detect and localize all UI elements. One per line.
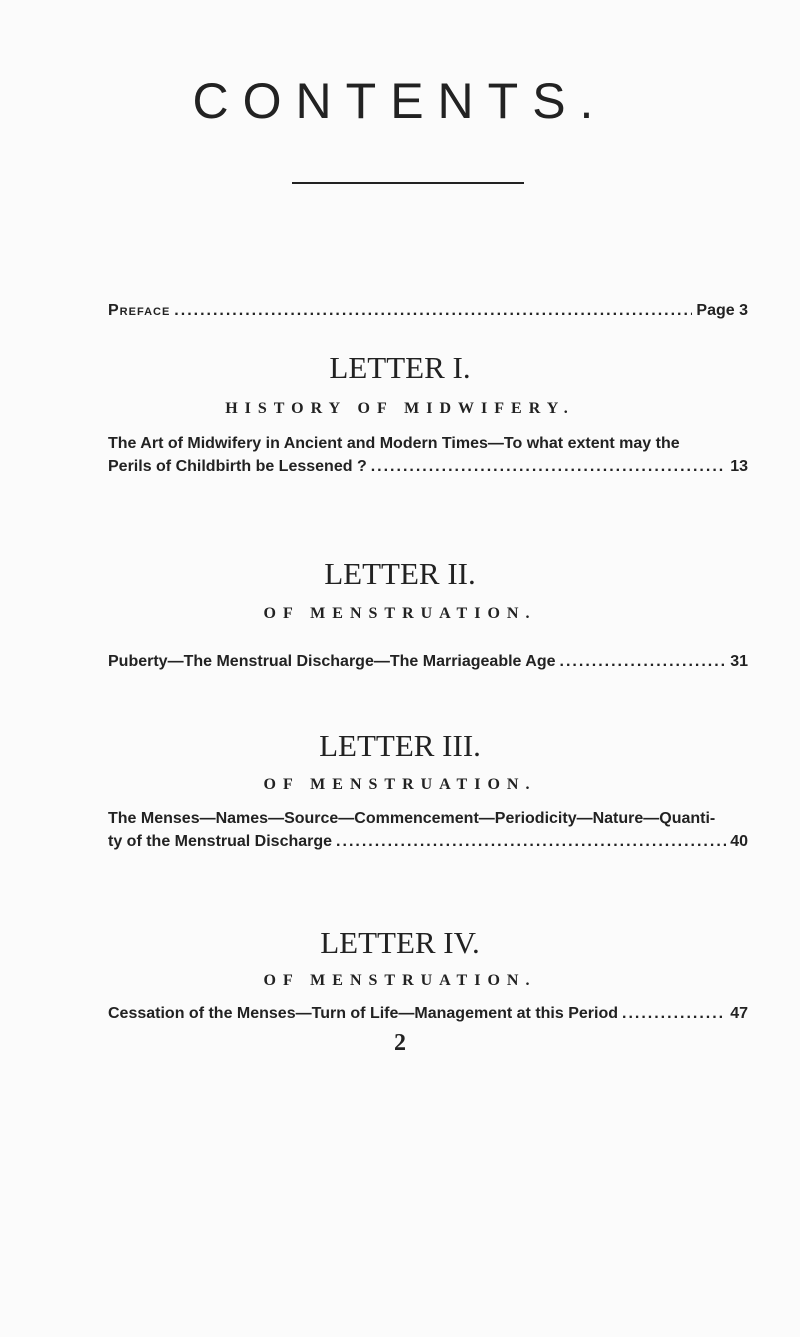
- letter-1-line2: [108, 455, 748, 478]
- dot-leader: [560, 653, 727, 671]
- letter-3-entry: [108, 807, 748, 853]
- letter-4-page: 47: [730, 1005, 748, 1022]
- letter-3-text-line2: ty of the Menstrual Discharge: [108, 833, 333, 850]
- preface-page: Page 3: [696, 302, 748, 319]
- letter-3-page: 40: [730, 833, 748, 850]
- letter-1-subheading: HISTORY OF MIDWIFERY.: [225, 400, 575, 417]
- preface-entry: [108, 302, 748, 320]
- letter-2-text-line1: Puberty—The Menstrual Discharge—The Marriageable Age: [108, 653, 556, 670]
- preface-label: Preface: [108, 302, 171, 319]
- letter-1-text-line2: Perils of Childbirth be Lessened ?: [108, 458, 367, 475]
- letter-1-heading: LETTER I.: [329, 350, 471, 385]
- title-rule: [292, 182, 524, 184]
- page-number: 2: [394, 1030, 406, 1056]
- letter-3-heading: LETTER III.: [319, 728, 481, 763]
- letter-4-entry: [108, 1005, 748, 1023]
- letter-3-line2: [108, 830, 748, 853]
- dot-leader: [336, 830, 726, 853]
- letter-2-entry: [108, 653, 748, 671]
- letter-1-page: 13: [730, 458, 748, 475]
- letter-2-page: 31: [730, 653, 748, 670]
- letter-2-heading: LETTER II.: [324, 556, 476, 591]
- letter-3-subheading: OF MENSTRUATION.: [263, 776, 537, 793]
- dot-leader: [622, 1005, 726, 1023]
- letter-1-entry: [108, 432, 748, 478]
- letter-3-text-line1: The Menses—Names—Source—Commencement—Periodicity—Nature—Quanti-: [108, 810, 716, 827]
- letter-1-text-line1: The Art of Midwifery in Ancient and Modern Times—To what extent may the: [108, 435, 680, 452]
- letter-2-subheading: OF MENSTRUATION.: [263, 605, 537, 622]
- dot-leader: [174, 302, 692, 320]
- dot-leader: [371, 455, 726, 478]
- letter-4-heading: LETTER IV.: [320, 925, 480, 960]
- page-title: CONTENTS.: [192, 73, 608, 129]
- letter-4-text-line1: Cessation of the Menses—Turn of Life—Management at this Period: [108, 1005, 618, 1022]
- letter-4-subheading: OF MENSTRUATION.: [263, 972, 537, 989]
